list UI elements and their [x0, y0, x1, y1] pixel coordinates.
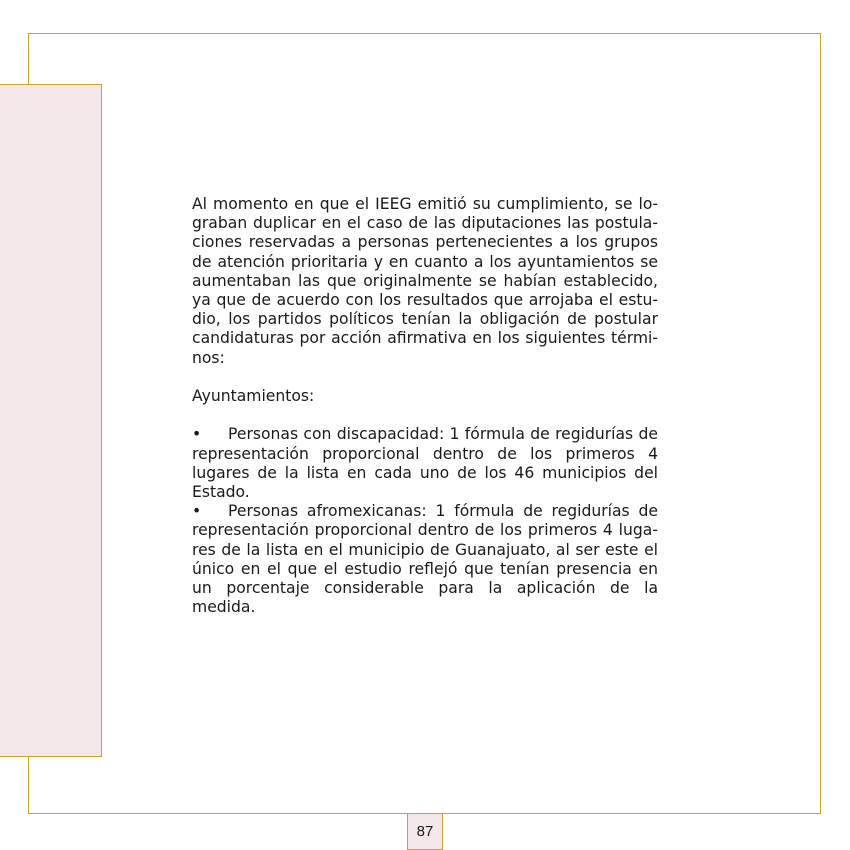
side-decorative-panel	[0, 84, 102, 757]
bullet-item-disability	[192, 425, 658, 502]
bullet-text: Personas afromexicanas: 1 fórmula de regidurías de representación proporcional dentro de los primeros 4 lugares de la lista en el municipio de Guanajuato, al ser este el único en el que el estudio reflejó que tenían presencia en un porcentaje considerable para la aplicación de la medida.	[192, 502, 658, 617]
bullet-item-afromexican	[192, 502, 658, 617]
spacer	[192, 368, 658, 387]
section-label: Ayuntamientos:	[192, 387, 315, 406]
intro-paragraph: Al momento en que el IEEG emitió su cumplimiento, se lograban duplicar en el caso de las diputaciones las postulaciones reservadas a personas pertenecientes a los grupos de atención prioritaria y en cuanto a los ayuntamientos se aumentaban las que originalmente se habían establecido, ya que de acuerdo con los resultados que arrojaba el estudio, los partidos políticos tenían la obligación de postular candidaturas por acción afirmativa en los siguientes términos:	[192, 195, 658, 367]
body-text	[192, 195, 658, 617]
bullet-marker: •	[192, 425, 202, 444]
bullet-marker: •	[192, 502, 202, 521]
bullet-text: Personas con discapacidad: 1 fórmula de regidurías de representación proporcional dentro de los primeros 4 lugares de la lista en cada uno de los 46 municipios del Estado.	[192, 425, 658, 502]
page-number: 87	[407, 814, 443, 850]
spacer	[192, 406, 658, 425]
